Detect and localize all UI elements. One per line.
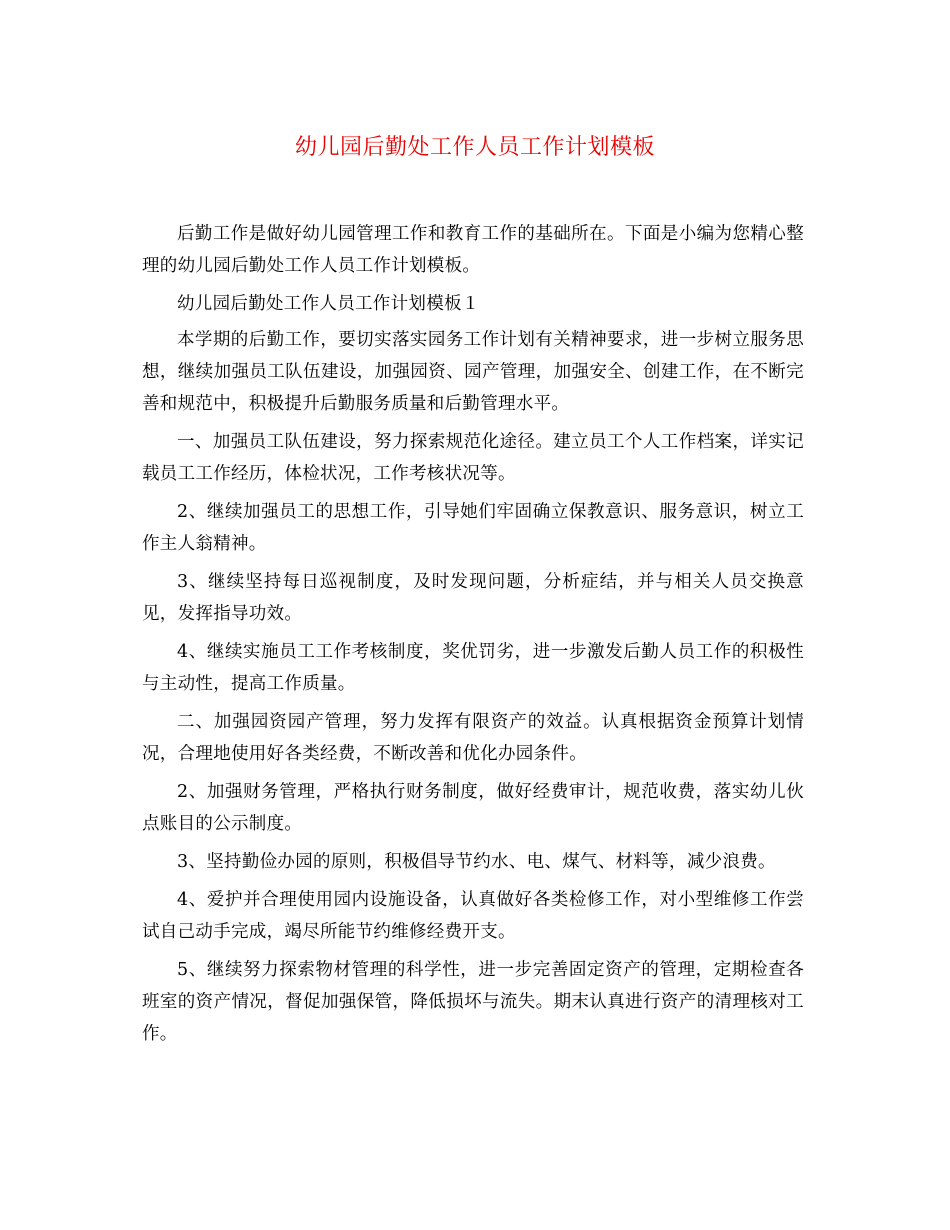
body-paragraph: 2、继续加强员工的思想工作，引导她们牢固确立保教意识、服务意识，树立工作主人翁精神。 <box>142 502 804 554</box>
body-paragraph: 4、继续实施员工工作考核制度，奖优罚劣，进一步激发后勤人员工作的积极性与主动性，提高工作质量。 <box>142 642 804 694</box>
section-heading: 幼儿园后勤处工作人员工作计划模板１ <box>177 294 480 314</box>
intro-paragraph: 后勤工作是做好幼儿园管理工作和教育工作的基础所在。下面是小编为您精心整理的幼儿园后勤处工作人员工作计划模板。 <box>142 224 804 276</box>
document-body <box>142 218 804 1056</box>
body-paragraph: 一、加强员工队伍建设，努力探索规范化途径。建立员工个人工作档案，详实记载员工工作经历，体检状况，工作考核状况等。 <box>142 432 804 484</box>
body-paragraph: 3、继续坚持每日巡视制度，及时发现问题，分析症结，并与相关人员交换意见，发挥指导功效。 <box>142 572 804 624</box>
body-paragraph: 4、爱护并合理使用园内设施设备，认真做好各类检修工作，对小型维修工作尝试自己动手完成，竭尽所能节约维修经费开支。 <box>142 890 804 942</box>
page-title: 幼儿园后勤处工作人员工作计划模板 <box>294 135 655 160</box>
body-paragraph: 本学期的后勤工作，要切实落实园务工作计划有关精神要求，进一步树立服务思想，继续加强员工队伍建设，加强园资、园产管理，加强安全、创建工作，在不断完善和规范中，积极提升后勤服务质量和后勤管理水平。 <box>142 330 804 414</box>
body-paragraph: 2、加强财务管理，严格执行财务制度，做好经费审计，规范收费，落实幼儿伙点账目的公示制度。 <box>142 782 804 834</box>
body-paragraph: 3、坚持勤俭办园的原则，积极倡导节约水、电、煤气、材料等，减少浪费。 <box>177 852 776 872</box>
body-paragraph: 5、继续努力探索物材管理的科学性，进一步完善固定资产的管理，定期检查各班室的资产情况，督促加强保管，降低损坏与流失。期末认真进行资产的清理核对工作。 <box>142 960 804 1044</box>
body-paragraph: 二、加强园资园产管理，努力发挥有限资产的效益。认真根据资金预算计划情况，合理地使用好各类经费，不断改善和优化办园条件。 <box>142 712 804 764</box>
